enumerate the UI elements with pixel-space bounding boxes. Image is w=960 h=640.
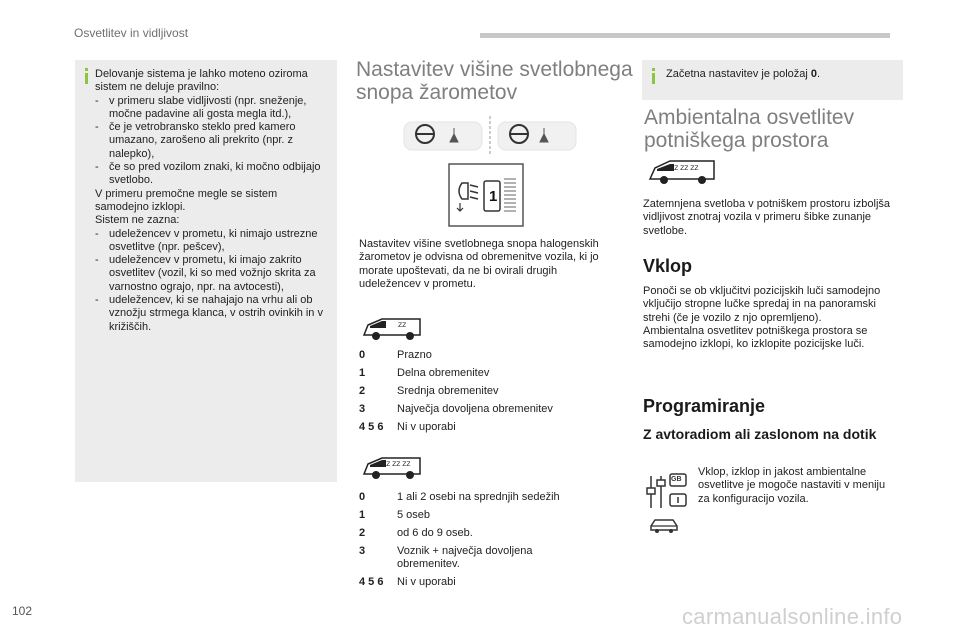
gb-label: GB (671, 476, 682, 483)
ambient-description: Zatemnjena svetloba v potniškem prostoru izboljša vidljivost znotraj vozila v primeru šibke zunanje svetlobe. (643, 198, 891, 237)
table-row: 4 5 6 Ni v uporabi (359, 421, 456, 433)
load-table-2 (359, 491, 619, 594)
list-item: - udeležencev, ki se nahajajo na vrhu ali ob vznožju strmega klanca, v ostrih ovinkih in v križiščih. (95, 294, 323, 333)
vklop-text: Ponoči se ob vključitvi pozicijskih luči samodejno vključijo stropne lučke spredaj in na panoramski strehi (če je vozilo z njo opremljeno). Ambientalna osvetlitev potniškega prostora se samodejno izklopi, ko izklopite pozicijske luči. (643, 285, 881, 351)
section-header: Osvetlitev in vidljivost (74, 26, 189, 40)
table-row: 4 5 6 Ni v uporabi (359, 576, 456, 588)
right-note-box (642, 60, 903, 100)
programiranje-heading: Programiranje (643, 396, 766, 416)
list-item: - v primeru slabe vidljivosti (npr. sneženje, močne padavine ali gosta megla itd.), (95, 94, 307, 120)
headlamp-adjust-dial-icon (448, 163, 524, 227)
table-row: 3 Največja dovoljena obremenitev (359, 403, 553, 415)
van-passenger-icon (360, 452, 424, 484)
dial-number: 1 (489, 188, 498, 205)
car-icon (648, 516, 680, 536)
left-note-content (95, 68, 330, 334)
list-item: - udeležencev v prometu, ki nimajo ustrezne osvetlitve (npr. pešcev), (95, 227, 318, 253)
page-number: 102 (12, 604, 33, 618)
headlamp-section-title: Nastavitev višine svetlobnega snopa žarometov (356, 58, 633, 104)
list-item: - udeležencev v prometu, ki imajo zakrito osvetlitev (vozil, ki so med vožnjo skrita za varnostno ograjo, npr. na avtocesti), (95, 254, 316, 293)
table-row: 2 Srednja obremenitev (359, 385, 499, 397)
table-row: 3 Voznik + največja dovoljena obremenitev. (359, 545, 533, 570)
svg-text:ZZ ZZ ZZ: ZZ ZZ ZZ (670, 165, 699, 172)
initial-setting-note: Začetna nastavitev je položaj 0. (666, 68, 821, 80)
table-row: 0 Prazno (359, 349, 432, 361)
info-marker-icon (652, 68, 655, 82)
table-row: 1 5 oseb (359, 509, 431, 521)
load-table-1 (359, 349, 619, 439)
svg-text:ZZ: ZZ (398, 322, 407, 329)
headlamp-description: Nastavitev višine svetlobnega snopa halogenskih žarometov je odvisna od obremenitve vozila, ki jo morate upoštevati, da ne bi ovirali drugih udeležencev v prometu. (359, 238, 599, 290)
ambient-section-title: Ambientalna osvetlitev potniškega prostora (644, 106, 855, 152)
note-intro: Delovanje sistema je lahko moteno oziroma sistem ne deluje pravilno: (95, 68, 308, 94)
headlamp-beam-illustration (400, 112, 580, 160)
programiranje-text: Vklop, izklop in jakost ambientalne osvetlitve je mogoče nastaviti v meniju za konfiguracijo vozila. (698, 466, 886, 505)
left-note-box (75, 60, 337, 482)
settings-sliders-icon (645, 470, 689, 514)
detect-title: Sistem ne zazna: (95, 214, 180, 227)
watermark: carmanualsonline.info (682, 604, 903, 629)
programiranje-subheading: Z avtoradiom ali zaslonom na dotik (643, 426, 877, 442)
list-item: - če so pred vozilom znaki, ki močno odbijajo svetlobo. (95, 161, 321, 187)
table-row: 2 od 6 do 9 oseb. (359, 527, 473, 539)
vklop-heading: Vklop (643, 256, 693, 276)
svg-text:ZZ ZZ ZZ: ZZ ZZ ZZ (382, 461, 411, 468)
info-marker-icon (85, 68, 88, 82)
van-passenger-icon (646, 155, 718, 189)
van-icon (360, 313, 424, 345)
table-row: 0 1 ali 2 osebi na sprednjih sedežih (359, 491, 560, 503)
header-rule (480, 33, 890, 38)
list-item: - če je vetrobransko steklo pred kamero umazano, zarošeno ali prekrito (npr. z nalepko), (95, 121, 296, 160)
table-row: 1 Delna obremenitev (359, 367, 490, 379)
fog-text: V primeru premočne megle se sistem samodejno izklopi. (95, 187, 278, 213)
